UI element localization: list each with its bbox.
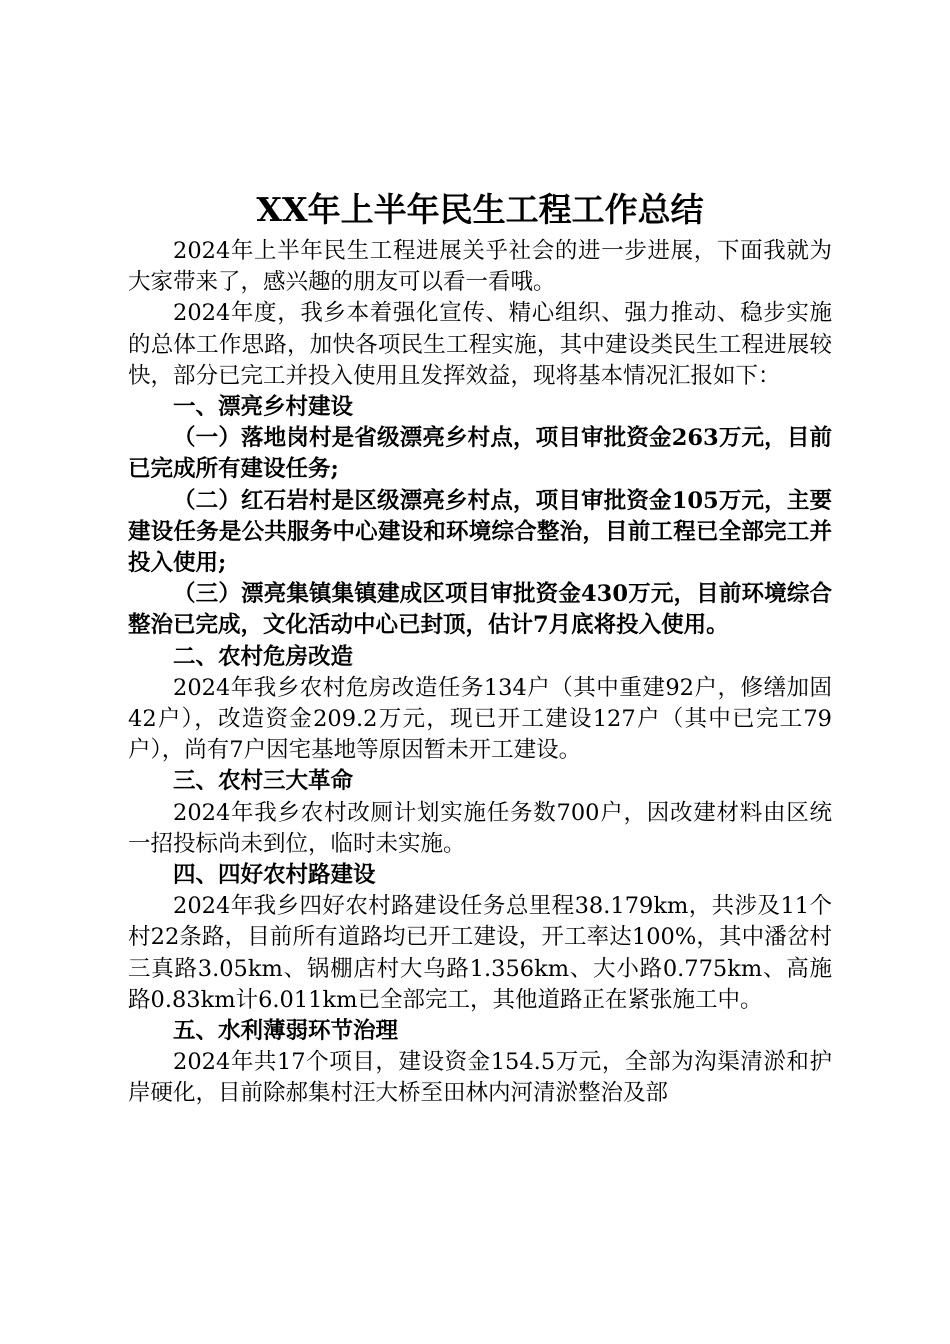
document-title: XX年上半年民生工程工作总结	[256, 190, 704, 229]
section-heading-water-conservancy: 五、水利薄弱环节治理	[173, 1018, 399, 1045]
intro-paragraph: 2024年上半年民生工程进展关乎社会的进一步进展，下面我就为大家带来了，感兴趣的朋友可以看一看哦。	[128, 238, 832, 296]
section-paragraph-dangerous-housing: 2024年我乡农村危房改造任务134户（其中重建92户，修缮加固42户），改造资金209.2万元，现已开工建设127户（其中已完工79户），尚有7户因宅基地等原因暂未开工建设。	[128, 674, 832, 764]
section-heading-three-revolutions: 三、农村三大革命	[173, 768, 354, 795]
section-item-hongshiyan: （二）红石岩村是区级漂亮乡村点，项目审批资金105万元，主要建设任务是公共服务中心建设和环境综合整治，目前工程已全部完工并投入使用;	[128, 487, 832, 577]
section-paragraph-water-conservancy: 2024年共17个项目，建设资金154.5万元，全部为沟渠清淤和护岸硬化，目前除郝集村汪大桥至田林内河清淤整治及部	[128, 1049, 832, 1107]
section-heading-rural-roads: 四、四好农村路建设	[173, 862, 376, 889]
overview-paragraph: 2024年度，我乡本着强化宣传、精心组织、强力推动、稳步实施的总体工作思路，加快各项民生工程实施，其中建设类民生工程进展较快，部分已完工并投入使用且发挥效益，现将基本情况汇报如下：	[128, 300, 832, 389]
section-heading-dangerous-housing: 二、农村危房改造	[173, 643, 354, 670]
section-heading-beautiful-village: 一、漂亮乡村建设	[173, 394, 354, 421]
section-item-town: （三）漂亮集镇集镇建成区项目审批资金430万元，目前环境综合整治已完成，文化活动中心已封顶，估计7月底将投入使用。	[128, 581, 832, 639]
section-paragraph-three-revolutions: 2024年我乡农村改厕计划实施任务数700户，因改建材料由区统一招投标尚未到位，临时未实施。	[128, 799, 832, 857]
section-paragraph-rural-roads: 2024年我乡四好农村路建设任务总里程38.179km，共涉及11个村22条路，目前所有道路均已开工建设，开工率达100%，其中潘岔村三真路3.05km、锅棚店村大乌路1.356km、大小路0.775km、高施路0.83km计6.011km已全部完工，其他道路正在紧张施工中。	[128, 893, 832, 1013]
section-item-luodigang: （一）落地岗村是省级漂亮乡村点，项目审批资金263万元，目前已完成所有建设任务;	[128, 425, 832, 483]
document-body	[128, 186, 832, 1110]
